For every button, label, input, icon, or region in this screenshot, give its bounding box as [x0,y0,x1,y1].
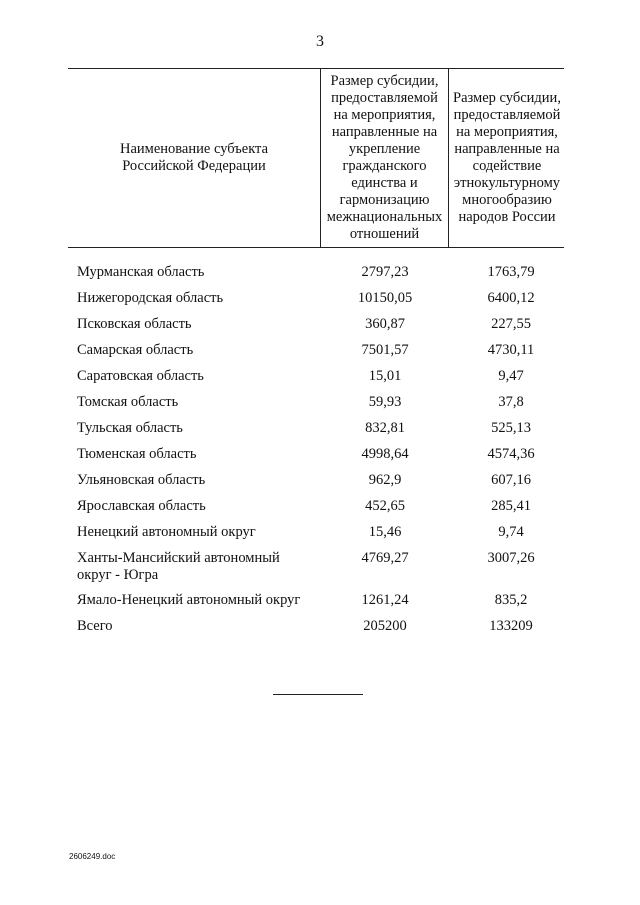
row-value-unity: 205200 [363,618,407,634]
row-value-diversity: 525,13 [491,420,531,436]
row-value-unity: 4998,64 [361,446,409,462]
header-line: Российской Федерации [122,158,266,174]
header-line: народов России [458,209,556,225]
row-value-diversity: 227,55 [491,316,531,332]
document-code: 2606249.doc [69,852,116,861]
table-row [77,264,557,284]
header-line: предоставляемой [331,90,438,106]
table-row [77,368,557,388]
header-line: Размер субсидии, [453,90,561,106]
row-value-unity: 360,87 [365,316,405,332]
header-line: межнациональных [326,209,443,225]
row-value-unity: 1261,24 [361,592,409,608]
header-line: направленные на [454,141,560,157]
row-value-unity: 4769,27 [361,550,409,566]
table-row [77,618,557,638]
row-subject-name: Ненецкий автономный округ [77,524,256,540]
row-subject-name: Мурманская область [77,264,205,280]
header-subject-name [68,69,320,247]
header-line: предоставляемой [453,107,561,123]
table-row [77,394,557,414]
row-value-diversity: 607,16 [491,472,531,488]
table-row [77,342,557,362]
row-value-diversity: 37,8 [498,394,524,410]
header-line: укрепление [348,141,421,157]
header-line: отношений [349,226,420,242]
table-row [77,550,557,590]
row-value-unity: 832,81 [365,420,405,436]
row-subject-name: Ямало-Ненецкий автономный округ [77,592,301,608]
row-value-diversity: 835,2 [494,592,528,608]
table-row [77,420,557,440]
table-row [77,498,557,518]
row-value-unity: 10150,05 [357,290,413,306]
page-number: 3 [316,33,324,50]
row-subject-name: Ярославская область [77,498,206,514]
end-separator-line [273,694,363,695]
row-subject-name: Саратовская область [77,368,204,384]
row-subject-name: Ханты-Мансийский автономный округ - Югра [77,550,280,583]
row-subject-name: Ульяновская область [77,472,206,488]
header-line: гармонизацию [339,192,430,208]
row-value-unity: 15,01 [368,368,402,384]
header-line: этнокультурному [453,175,561,191]
header-line: единства и [351,175,418,191]
row-value-diversity: 6400,12 [487,290,535,306]
table-row [77,472,557,492]
row-value-unity: 59,93 [368,394,402,410]
row-value-diversity: 4730,11 [487,342,535,358]
header-line: гражданского [342,158,427,174]
row-value-unity: 7501,57 [361,342,409,358]
row-subject-name: Нижегородская область [77,290,224,306]
row-value-diversity: 9,74 [498,524,524,540]
row-value-unity: 962,9 [368,472,402,488]
header-line: Наименование субъекта [119,141,269,157]
row-value-unity: 15,46 [368,524,402,540]
row-value-diversity: 3007,26 [487,550,535,566]
row-value-diversity: 133209 [489,618,533,634]
header-line: Размер субсидии, [330,73,439,89]
table-row [77,290,557,310]
row-subject-name: Томская область [77,394,179,410]
header-line: содействие [472,158,542,174]
row-subject-name: Всего [77,618,113,634]
header-line: на мероприятия, [456,124,558,140]
table-row [77,592,557,612]
row-subject-name: Тульская область [77,420,183,436]
row-value-diversity: 4574,36 [487,446,535,462]
row-subject-name: Псковская область [77,316,192,332]
header-line: на мероприятия, [333,107,436,123]
row-subject-name: Тюменская область [77,446,197,462]
header-line: направленные на [331,124,438,140]
table-row [77,446,557,466]
row-subject-name: Самарская область [77,342,194,358]
row-value-unity: 2797,23 [361,264,409,280]
table-row [77,524,557,544]
row-value-diversity: 9,47 [498,368,524,384]
table-header [68,68,564,248]
row-value-diversity: 1763,79 [487,264,535,280]
table-row [77,316,557,336]
header-subsidy-unity [320,69,448,247]
row-value-diversity: 285,41 [491,498,531,514]
row-value-unity: 452,65 [365,498,405,514]
header-subsidy-diversity [448,69,565,247]
header-line: многообразию [462,192,552,208]
